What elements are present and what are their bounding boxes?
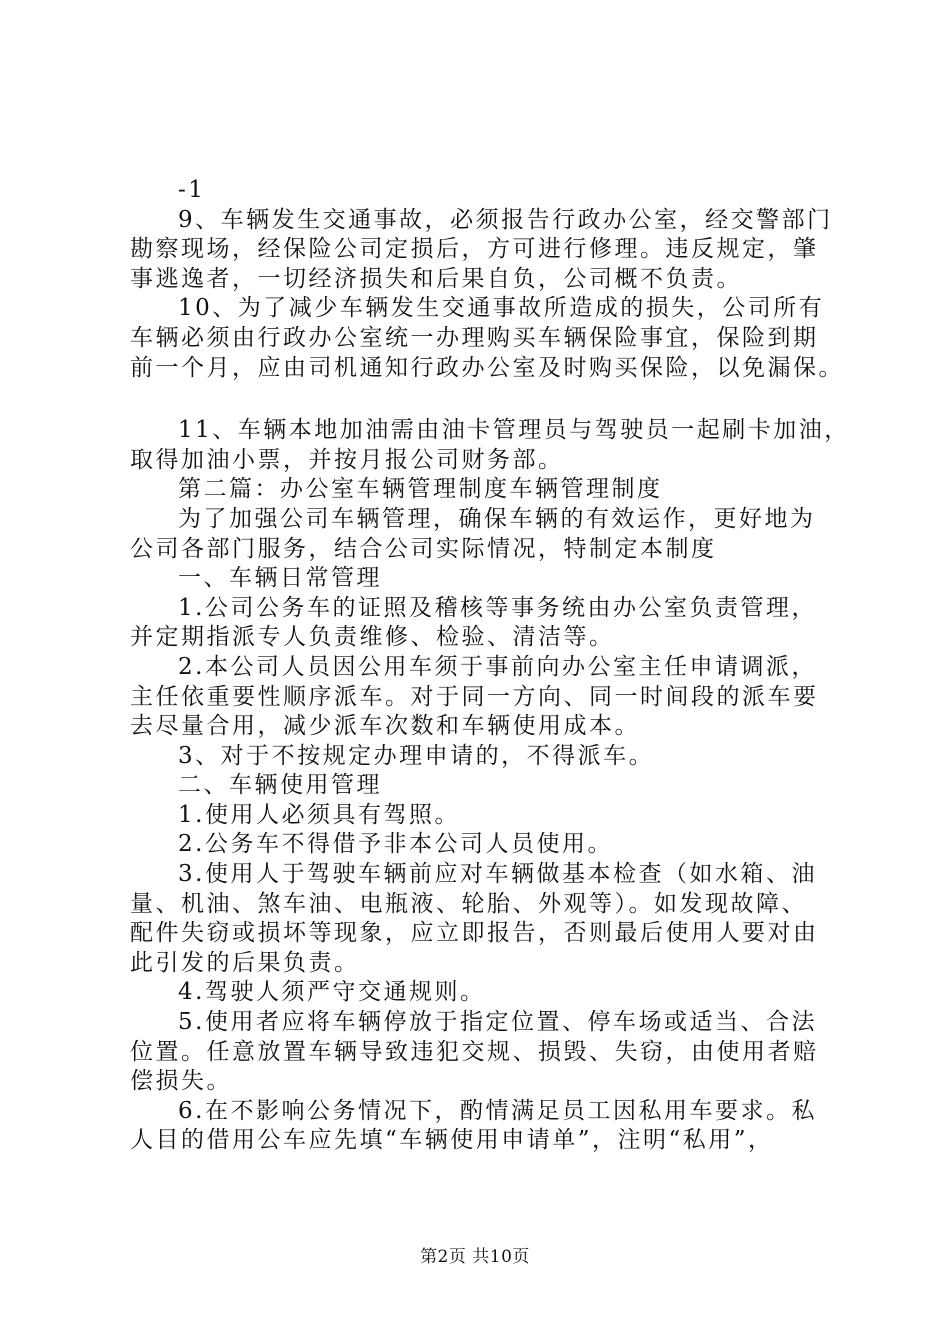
page-footer: 第2页 共10页	[420, 1247, 530, 1267]
text-line: 6.在不影响公务情况下，酌情满足员工因私用车要求。私	[178, 1097, 817, 1124]
text-line: 偿损失。	[130, 1068, 232, 1095]
text-line: 11、车辆本地加油需由油卡管理员与驾驶员一起刷卡加油，	[178, 417, 850, 444]
text-line: 3.使用人于驾驶车辆前应对车辆做基本检查（如水箱、油	[178, 861, 817, 888]
text-line: 主任依重要性顺序派车。对于同一方向、同一时间段的派车要	[130, 683, 819, 710]
text-line: 前一个月，应由司机通知行政办公室及时购买保险，以免漏保。	[130, 354, 844, 381]
document-body	[130, 176, 850, 1156]
subsection-heading: 一、车辆日常管理	[178, 565, 382, 592]
text-line: 取得加油小票，并按月报公司财务部。	[130, 446, 564, 473]
text-line: 人目的借用公车应先填“车辆使用申请单”，注明“私用”，	[130, 1127, 774, 1154]
text-line: 去尽量合用，减少派车次数和车辆使用成本。	[130, 713, 640, 740]
text-line: 勘察现场，经保险公司定损后，方可进行修理。违反规定，肇	[130, 236, 819, 263]
text-line: 2.公务车不得借予非本公司人员使用。	[178, 831, 613, 858]
text-line: 为了加强公司车辆管理，确保车辆的有效运作，更好地为	[178, 505, 816, 532]
section-heading: 第二篇：办公室车辆管理制度车辆管理制度	[178, 476, 663, 503]
text-line: 车辆必须由行政办公室统一办理购买车辆保险事宜，保险到期	[130, 324, 819, 351]
text-line: 并定期指派专人负责维修、检验、清洁等。	[130, 624, 615, 651]
text-line: 公司各部门服务，结合公司实际情况，特制定本制度	[130, 535, 717, 562]
text-line: 1.使用人必须具有驾照。	[178, 801, 460, 828]
text-line: 量、机油、煞车油、电瓶液、轮胎、外观等）。如发现故障、	[130, 890, 807, 917]
text-line: 5.使用者应将车辆停放于指定位置、停车场或适当、合法	[178, 1009, 817, 1036]
text-line: 事逃逸者，一切经济损失和后果自负，公司概不负责。	[130, 265, 742, 292]
text-line: 位置。任意放置车辆导致违犯交规、损毁、失窃，由使用者赔	[130, 1038, 819, 1065]
text-line: 配件失窃或损坏等现象，应立即报告，否则最后使用人要对由	[130, 920, 819, 947]
text-line: 1.公司公务车的证照及稽核等事务统由办公室负责管理，	[178, 594, 817, 621]
text-line: 3、对于不按规定办理申请的，不得派车。	[178, 742, 655, 769]
text-line: -1	[178, 177, 206, 203]
text-line: 10、为了减少车辆发生交通事故所造成的损失，公司所有	[178, 295, 825, 322]
text-line: 9、车辆发生交通事故，必须报告行政办公室，经交警部门	[178, 206, 833, 233]
text-line: 2.本公司人员因公用车须于事前向办公室主任申请调派，	[178, 653, 817, 680]
text-line: 4.驾驶人须严守交通规则。	[178, 979, 486, 1006]
subsection-heading: 二、车辆使用管理	[178, 772, 382, 799]
text-line: 此引发的后果负责。	[130, 949, 360, 976]
paragraph-gap	[130, 383, 835, 416]
